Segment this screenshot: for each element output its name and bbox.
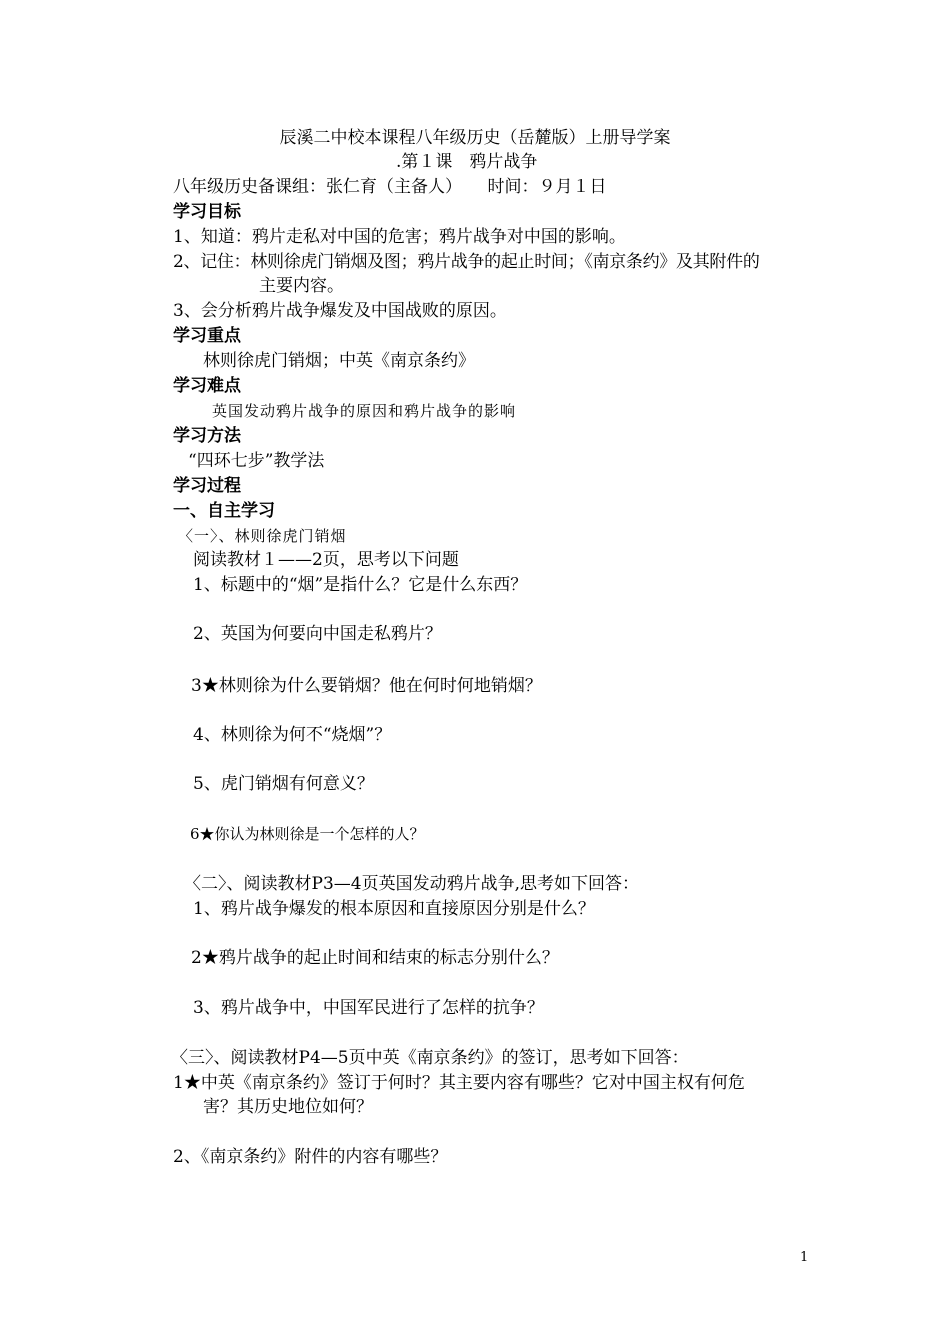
objective-item: 3、会分析鸦片战争爆发及中国战败的原因。 bbox=[173, 301, 507, 321]
question-item: 2、英国为何要向中国走私鸦片？ bbox=[193, 624, 442, 644]
key-points-heading: 学习重点 bbox=[173, 326, 241, 346]
objectives-heading: 学习目标 bbox=[173, 202, 241, 222]
objective-item: 2、记住：林则徐虎门销烟及图；鸦片战争的起止时间；《南京条约》及其附件的 bbox=[173, 252, 760, 272]
doc-title: 辰溪二中校本课程八年级历史（岳麓版）上册导学案 bbox=[279, 128, 671, 148]
page-number: 1 bbox=[800, 1250, 809, 1265]
process-heading: 学习过程 bbox=[173, 476, 241, 496]
question-item: 1★中英《南京条约》签订于何时？其主要内容有哪些？它对中国主权有何危 bbox=[173, 1073, 745, 1093]
question-item: 3★林则徐为什么要销烟？他在何时何地销烟？ bbox=[191, 676, 542, 696]
difficulties-heading: 学习难点 bbox=[173, 376, 241, 396]
question-item: 6★你认为林则徐是一个怎样的人？ bbox=[190, 825, 425, 843]
objective-item: 1、知道：鸦片走私对中国的危害；鸦片战争对中国的影响。 bbox=[173, 227, 626, 247]
part2-title: 〈二〉、阅读教材P3—4页英国发动鸦片战争,思考如下回答： bbox=[184, 874, 639, 894]
lesson-title: .第１课 鸦片战争 bbox=[396, 152, 538, 172]
question-item: 4、林则徐为何不“烧烟”？ bbox=[193, 725, 392, 745]
difficulties-text: 英国发动鸦片战争的原因和鸦片战争的影响 bbox=[212, 402, 517, 420]
key-points-text: 林则徐虎门销烟；中英《南京条约》 bbox=[203, 351, 475, 371]
question-item: 1、标题中的“烟”是指什么？它是什么东西？ bbox=[193, 575, 528, 595]
question-item: 5、虎门销烟有何意义？ bbox=[193, 774, 374, 794]
self-study-heading: 一、自主学习 bbox=[173, 501, 275, 521]
method-heading: 学习方法 bbox=[173, 426, 241, 446]
part1-intro: 阅读教材１——2页，思考以下问题 bbox=[193, 550, 459, 570]
question-item: 3、鸦片战争中，中国军民进行了怎样的抗争？ bbox=[193, 998, 544, 1018]
question-item: 1、鸦片战争爆发的根本原因和直接原因分别是什么？ bbox=[193, 899, 595, 919]
question-item: 2、《南京条约》附件的内容有哪些？ bbox=[173, 1147, 448, 1167]
part3-title: 〈三〉、阅读教材P4—5页中英《南京条约》的签订，思考如下回答： bbox=[171, 1048, 689, 1068]
objective-item-continued: 主要内容。 bbox=[259, 276, 344, 296]
question-item: 2★鸦片战争的起止时间和结束的标志分别什么？ bbox=[191, 948, 559, 968]
part1-title: 〈一〉、林则徐虎门销烟 bbox=[178, 527, 347, 545]
question-item-continued: 害？其历史地位如何？ bbox=[203, 1097, 373, 1117]
author-line: 八年级历史备课组：张仁育（主备人） 时间：９月１日 bbox=[173, 177, 607, 197]
method-text: “四环七步”教学法 bbox=[188, 451, 325, 471]
